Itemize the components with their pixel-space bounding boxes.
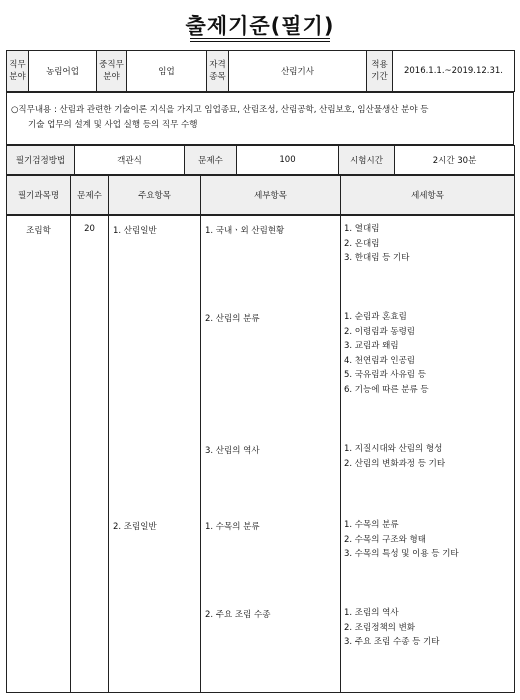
question-count-value: 100 (237, 146, 339, 175)
sub-item-header: 세부항목 (201, 176, 341, 216)
questions-cell (71, 215, 109, 693)
detail-items-cell (341, 215, 515, 693)
cert-label: 자격 종목 (207, 51, 229, 92)
detail-group (344, 310, 429, 398)
detail-group (344, 518, 459, 562)
title-underline (190, 38, 330, 39)
detail-item: 1. 조림의 역사 (344, 608, 399, 618)
questions-header: 문제수 (71, 176, 109, 216)
detail-item: 1. 열대림 (344, 224, 380, 234)
sub-items-cell (201, 215, 341, 693)
detail-item: 1. 순림과 혼효림 (344, 312, 407, 322)
exam-time-value: 2시간 30분 (395, 146, 515, 175)
job-content-table (6, 92, 514, 145)
detail-group (344, 222, 409, 266)
period-label: 적용 기간 (367, 51, 393, 92)
main-item-header: 주요항목 (109, 176, 201, 216)
period-value: 2016.1.1.~2019.12.31. (393, 51, 515, 92)
detail-item: 3. 수목의 특성 및 이용 등 기타 (344, 549, 459, 560)
document-title: 출제기준(필기) (185, 14, 335, 38)
exam-method-value: 객관식 (75, 146, 185, 175)
job-content-line2: 기술 업무의 설계 및 사업 실행 등의 직무 수행 (28, 120, 198, 130)
exam-method-label: 필기검정방법 (7, 146, 75, 175)
detail-item: 6. 기능에 따른 분류 등 (344, 384, 429, 395)
detail-item: 2. 조림정책의 변화 (344, 622, 415, 633)
exam-info-table (6, 145, 515, 175)
detail-item: 3. 한대림 등 기타 (344, 253, 410, 264)
sub-item: 3. 산림의 역사 (205, 446, 260, 456)
exam-time-label: 시험시간 (339, 146, 395, 175)
main-item: 2. 조림일반 (113, 522, 157, 532)
field-value: 농림어업 (29, 51, 97, 92)
detail-item: 2. 온대림 (344, 238, 380, 249)
sub-item: 2. 주요 조림 수종 (205, 610, 271, 620)
subject-name: 조림학 (26, 226, 51, 236)
job-content-line1: ○직무내용 : 산림과 관련한 기술이론 지식을 가지고 임업종묘, 산림조성, 산림공학, 산림보호, 임산물생산 분야 등 (11, 105, 429, 115)
field-label: 직무 분야 (7, 51, 29, 92)
detail-item: 2. 산림의 변화과정 등 기타 (344, 458, 446, 469)
sub-item: 1. 수목의 분류 (205, 522, 260, 532)
title-underline-double (190, 41, 330, 42)
subject-questions: 20 (84, 224, 95, 234)
main-items-cell (109, 215, 201, 693)
header-table (6, 50, 515, 92)
cert-value: 산림기사 (229, 51, 367, 92)
detail-item: 2. 수목의 구조와 형태 (344, 534, 426, 545)
question-count-label: 문제수 (185, 146, 237, 175)
middle-field-value: 임업 (127, 51, 207, 92)
detail-item: 4. 천연림과 인공림 (344, 355, 415, 366)
detail-item-header: 세세항목 (341, 176, 515, 216)
detail-item: 3. 주요 조림 수종 등 기타 (344, 637, 440, 648)
job-content-cell (7, 93, 514, 145)
detail-item: 1. 수목의 분류 (344, 520, 399, 530)
detail-item: 1. 지질시대와 산림의 형성 (344, 444, 443, 454)
main-item: 1. 산림일반 (113, 226, 157, 236)
detail-group (344, 442, 445, 471)
sub-item: 1. 국내ㆍ외 산림현황 (205, 226, 285, 236)
subject-cell (7, 215, 71, 693)
middle-field-label: 중직무 분야 (97, 51, 127, 92)
syllabus-table (6, 175, 515, 693)
detail-group (344, 606, 440, 650)
sub-item: 2. 산림의 분류 (205, 314, 260, 324)
subject-header: 필기과목명 (7, 176, 71, 216)
detail-item: 3. 교림과 왜림 (344, 341, 399, 352)
detail-item: 2. 이령림과 동령림 (344, 326, 415, 337)
detail-item: 5. 국유림과 사유림 등 (344, 370, 426, 381)
